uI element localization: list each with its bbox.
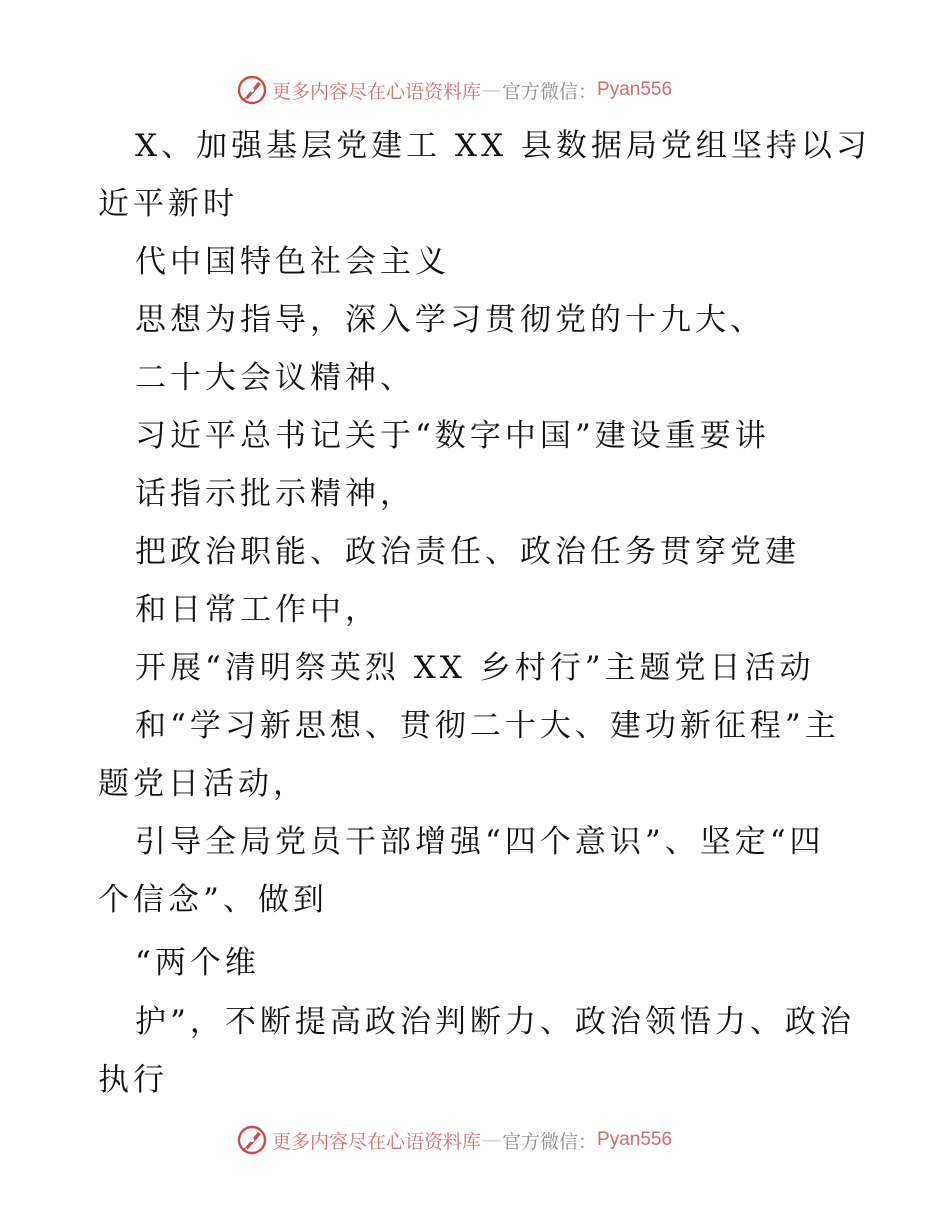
watermark-banner-bottom	[236, 1122, 716, 1158]
watermark-wechat-label: 官方微信：	[502, 80, 598, 103]
body-line: 执行	[98, 1062, 168, 1098]
body-line: 近平新时	[98, 186, 238, 222]
body-line: 和日常工作中，	[135, 592, 380, 628]
body-line: 和“学习新思想、贯彻二十大、建功新征程”主	[135, 708, 840, 744]
quill-pen-circle-icon	[236, 1124, 268, 1156]
body-line: X、加强基层党建工 XX 县数据局党组坚持以习	[135, 128, 871, 164]
watermark-separator: —	[482, 1129, 502, 1151]
body-line: 思想为指导，深入学习贯彻党的十九大、	[135, 302, 765, 338]
watermark-banner-top	[236, 72, 716, 108]
watermark-wechat-id: Pyan556	[597, 79, 673, 100]
body-line: 个信念”、做到	[98, 882, 328, 918]
watermark-brand-text: 更多内容尽在心语资料库	[272, 1130, 482, 1153]
watermark-separator: —	[482, 79, 502, 101]
body-line: 二十大会议精神、	[135, 360, 415, 396]
body-line: “两个维	[135, 945, 260, 981]
body-line: 开展“清明祭英烈 XX 乡村行”主题党日活动	[135, 650, 815, 686]
quill-pen-circle-icon	[236, 74, 268, 106]
body-line: 代中国特色社会主义	[135, 244, 450, 280]
watermark-wechat-id: Pyan556	[597, 1129, 673, 1150]
body-line: 话指示批示精神，	[135, 476, 415, 512]
watermark-wechat-label: 官方微信：	[502, 1130, 598, 1153]
body-line: 习近平总书记关于“数字中国”建设重要讲	[135, 418, 770, 454]
body-line: 引导全局党员干部增强“四个意识”、坚定“四	[135, 824, 825, 860]
body-line: 护”，不断提高政治判断力、政治领悟力、政治	[135, 1004, 855, 1040]
body-line: 把政治职能、政治责任、政治任务贯穿党建	[135, 534, 800, 570]
body-line: 题党日活动，	[98, 766, 308, 802]
watermark-brand-text: 更多内容尽在心语资料库	[272, 80, 482, 103]
